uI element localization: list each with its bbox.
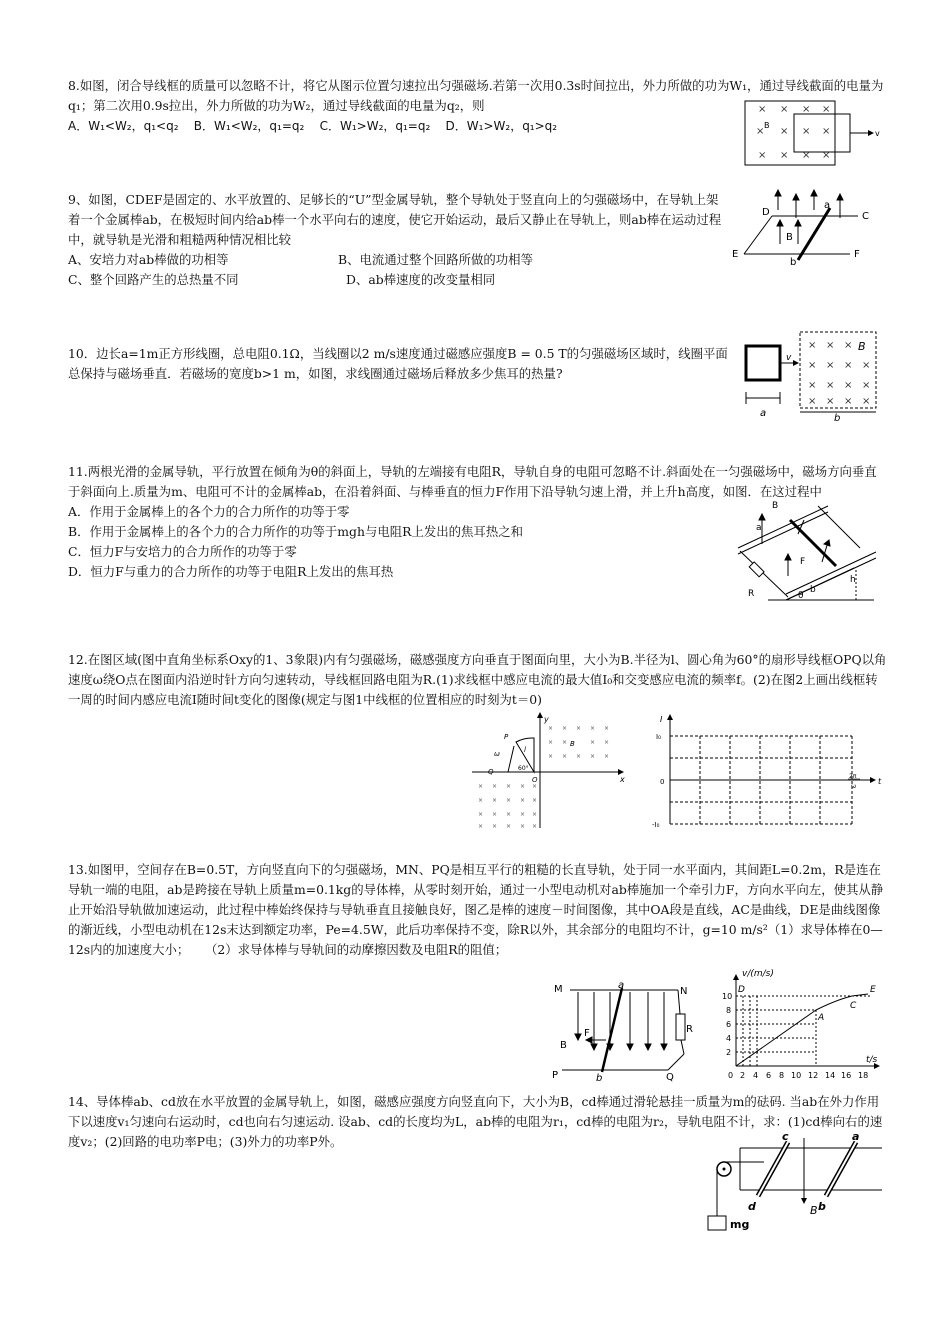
svg-text:×: ×: [604, 739, 610, 746]
q13-C-label: C: [850, 1001, 857, 1011]
q12-omega-label: ω: [494, 750, 500, 758]
q12-l-label: l: [524, 746, 526, 754]
q13-R-label: R: [686, 1024, 693, 1035]
q13-resistor: [676, 1014, 685, 1040]
q11-h-label: h: [850, 575, 856, 585]
svg-text:×: ×: [808, 340, 817, 351]
q9-figure: [730, 188, 880, 268]
svg-text:4: 4: [753, 1071, 759, 1080]
q13-a-label: a: [618, 982, 625, 991]
svg-text:16: 16: [841, 1071, 852, 1080]
svg-text:×: ×: [492, 797, 498, 804]
q12-stem: 12.在图区域(图中直角坐标系Oxy的1、3象限)内有匀强磁场，磁感强度方向垂直于图面向里，大小为B.半径为l、圆心角为60°的扇形导线框OPQ以角速度ω绕O点在图面内沿逆时针方向匀速转动，导线框回路电阻为R.(1)求线框中感应电流的最大值I₀和交变感应电流的频率f。(2)在图2上画出线框转一周的时间内感应电流I随时间t变化的图像(规定与图1中线框的位置相应的时刻为t＝0): [68, 652, 887, 707]
svg-text:×: ×: [562, 739, 568, 746]
q13-A-label: A: [818, 1013, 825, 1023]
svg-text:×: ×: [520, 783, 526, 790]
q12-figure-2: [652, 712, 884, 828]
svg-text:×: ×: [862, 360, 871, 371]
svg-text:×: ×: [478, 823, 484, 830]
q9-label-C: C: [862, 211, 869, 222]
svg-text:×: ×: [808, 380, 817, 391]
svg-text:×: ×: [492, 811, 498, 818]
svg-text:×: ×: [844, 360, 853, 371]
svg-text:8: 8: [726, 1006, 732, 1015]
svg-text:×: ×: [822, 104, 831, 115]
svg-text:14: 14: [825, 1071, 836, 1080]
q11-R-label: R: [748, 589, 755, 599]
svg-text:×: ×: [532, 783, 538, 790]
q13-rod-ab: [602, 988, 622, 1072]
q12-B-label: B: [570, 740, 575, 748]
q12-t-axis-label: t: [878, 777, 882, 786]
q14-c-label: c: [782, 1132, 789, 1143]
q13-figure-2: [712, 966, 884, 1084]
svg-text:×: ×: [826, 396, 835, 407]
q12-y-label: y: [544, 715, 549, 724]
q8-B-label: B: [764, 121, 770, 130]
q13-F-label: F: [584, 1028, 590, 1039]
q13-figure-1: [552, 982, 702, 1082]
svg-text:×: ×: [844, 380, 853, 391]
q14-a-label: a: [852, 1132, 860, 1143]
svg-text:10: 10: [722, 992, 733, 1001]
svg-text:×: ×: [758, 104, 767, 115]
q8-figure: [744, 98, 884, 168]
svg-text:×: ×: [826, 380, 835, 391]
q10-B-label: B: [858, 340, 866, 353]
svg-text:×: ×: [844, 340, 853, 351]
q11-opt-c: C．恒力F与安培力的合力所作的功等于零: [68, 544, 297, 559]
q13-xlabel: t/s: [866, 1055, 878, 1065]
svg-text:×: ×: [756, 126, 765, 137]
q11-theta-label: θ: [798, 591, 804, 601]
q13-E-label: E: [870, 985, 876, 995]
q13-ylabel: v/(m/s): [742, 969, 774, 979]
q9-opt-d: D、ab棒速度的改变量相同: [346, 272, 496, 287]
svg-text:×: ×: [478, 797, 484, 804]
q13-N-label: N: [680, 986, 688, 997]
q9-label-B: B: [786, 232, 793, 243]
q12-period-den: ω: [851, 783, 857, 790]
q14-b-label: b: [818, 1200, 826, 1213]
q13-field-arrows: [575, 992, 667, 1050]
question-10: [68, 344, 734, 384]
q12-period-num: 2π: [849, 773, 857, 780]
q14-figure: [700, 1132, 886, 1232]
svg-text:×: ×: [506, 783, 512, 790]
svg-text:×: ×: [862, 380, 871, 391]
q14-stem: 14、导体棒ab、cd放在水平放置的金属导轨上，如图，磁感应强度方向竖直向下，大小为B，cd棒通过滑轮悬挂一质量为m的砝码. 当ab在外力作用下以速度v₁匀速向右运动时，cd也向右匀速运动. 设ab、cd的长度均为L，ab棒的电阻为r₁，cd棒的电阻为r₂，导轨电阻不计，求：(1)cd棒向右的速度v₂；(2)回路的电功率P电；(3)外力的功率P外。: [68, 1094, 883, 1149]
svg-text:×: ×: [826, 340, 835, 351]
svg-text:×: ×: [576, 725, 582, 732]
svg-text:18: 18: [858, 1071, 869, 1080]
q13-P-label: P: [552, 1070, 559, 1081]
q12-negI0-tick: -I₀: [652, 821, 660, 828]
svg-text:×: ×: [802, 104, 811, 115]
q9-opt-a: A、安培力对ab棒做的功相等: [68, 252, 229, 267]
q12-x-label: x: [620, 775, 625, 784]
q8-stem: 8.如图，闭合导线框的质量可以忽略不计，将它从图示位置匀速拉出匀强磁场.若第一次用0.3s时间拉出，外力所做的功为W₁，通过导线截面的电量为q₁；第二次用0.9s拉出，外力所做的功为W₂，通过导线截面的电量为q₂，则: [68, 78, 884, 113]
q12-I-axis-label: I: [660, 715, 663, 724]
svg-text:8: 8: [779, 1071, 785, 1080]
q8-options: A．W₁<W₂，q₁<q₂ B．W₁<W₂，q₁=q₂ C．W₁>W₂，q₁=q₂ D．W₁>W₂，q₁>q₂: [68, 119, 558, 133]
q11-stem: 11.两根光滑的金属导轨，平行放置在倾角为θ的斜面上，导轨的左端接有电阻R，导轨自身的电阻可忽略不计.斜面处在一匀强磁场中，磁场方向垂直于斜面向上.质量为m、电阻可不计的金属棒ab，在沿着斜面、与棒垂直的恒力F作用下沿导轨匀速上滑，并上升h高度，如图．在这过程中: [68, 464, 877, 499]
question-9: [68, 190, 728, 290]
svg-text:×: ×: [520, 823, 526, 830]
svg-text:×: ×: [548, 739, 554, 746]
q12-Q-label: Q: [488, 768, 494, 776]
svg-text:2: 2: [740, 1071, 746, 1080]
svg-text:×: ×: [532, 797, 538, 804]
q13-D-label: D: [738, 985, 745, 995]
q13-yticks: [722, 992, 732, 1057]
svg-text:×: ×: [562, 725, 568, 732]
q13-xticks: [740, 1071, 868, 1080]
svg-text:10: 10: [791, 1071, 802, 1080]
svg-text:×: ×: [758, 150, 767, 161]
q12-I0-tick: I₀: [656, 733, 661, 741]
svg-text:×: ×: [478, 811, 484, 818]
q11-a-label: a: [756, 523, 762, 533]
svg-text:×: ×: [862, 396, 871, 407]
svg-text:×: ×: [590, 753, 596, 760]
q12-O-label: O: [532, 776, 538, 784]
q10-figure: [740, 330, 885, 422]
q9-label-F: F: [854, 249, 860, 260]
q10-v-label: v: [786, 353, 792, 363]
q13-origin: 0: [728, 1071, 734, 1080]
svg-text:×: ×: [802, 150, 811, 161]
q12-figure-1: [470, 712, 630, 830]
q10-coil: [746, 346, 780, 380]
q10-b-label: b: [834, 413, 841, 422]
svg-text:×: ×: [548, 753, 554, 760]
svg-text:×: ×: [478, 783, 484, 790]
q10-a-label: a: [760, 408, 767, 419]
svg-text:×: ×: [808, 360, 817, 371]
svg-text:×: ×: [562, 753, 568, 760]
svg-text:×: ×: [492, 823, 498, 830]
q12-crosses: [478, 725, 609, 830]
q9-label-E: E: [732, 249, 739, 260]
svg-text:×: ×: [506, 823, 512, 830]
svg-text:×: ×: [822, 126, 831, 137]
q11-opt-d: D．恒力F与重力的合力所作的功等于电阻R上发出的焦耳热: [68, 564, 394, 579]
svg-text:×: ×: [604, 753, 610, 760]
question-12: [68, 650, 888, 710]
q9-label-D: D: [762, 207, 770, 218]
svg-text:6: 6: [766, 1071, 772, 1080]
svg-text:×: ×: [506, 797, 512, 804]
question-13: [68, 860, 890, 960]
q11-F-label: F: [800, 557, 806, 567]
svg-text:6: 6: [726, 1020, 732, 1029]
svg-text:×: ×: [826, 360, 835, 371]
q14-mg-label: mg: [730, 1218, 750, 1231]
q11-opt-b: B．作用于金属棒上的各个力的合力所作的功等于mgh与电阻R上发出的焦耳热之和: [68, 524, 523, 539]
q9-opt-b: B、电流通过整个回路所做的功相等: [338, 252, 533, 267]
q8-v-label: v: [875, 129, 880, 138]
q13-vt-curve: [736, 994, 868, 1066]
svg-text:×: ×: [532, 823, 538, 830]
q13-M-label: M: [554, 984, 563, 995]
svg-text:×: ×: [822, 150, 831, 161]
q14-B-label: B: [810, 1204, 818, 1217]
svg-text:×: ×: [532, 811, 538, 818]
q9-stem: 9、如图，CDEF是固定的、水平放置的、足够长的“U”型金属导轨，整个导轨处于竖直向上的匀强磁场中，在导轨上架着一个金属棒ab，在极短时间内给ab棒一个水平向右的速度，使它开始运动，最后又静止在导轨上，则ab棒在运动过程中，就导轨是光滑和粗糙两种情况相比较: [68, 192, 722, 247]
svg-text:×: ×: [808, 396, 817, 407]
svg-text:×: ×: [520, 811, 526, 818]
q13-stem: 13.如图甲，空间存在B=0.5T，方向竖直向下的匀强磁场，MN、PQ是相互平行的粗糙的长直导轨，处于同一水平面内，其间距L=0.2m，R是连在导轨一端的电阻，ab是跨接在导轨上质量m=0.1kg的导体棒，从零时刻开始，通过一小型电动机对ab棒施加一个牵引力F，方向水平向左，使其从静止开始沿导轨做加速运动，此过程中棒始终保持与导轨垂直且接触良好，图乙是棒的速度－时间图像，其中OA段是直线，AC是曲线，DE是曲线图像的渐近线，小型电动机在12s末达到额定功率，Pe=4.5W，此后功率保持不变，除R以外，其余部分的电阻均不计，g=10 m/s²（1）求导体棒在0—12s内的加速度大小； （2）求导体棒与导轨间的动摩擦因数及电阻R的阻值；: [68, 862, 884, 957]
q12-P-label: P: [504, 733, 509, 741]
svg-text:×: ×: [780, 104, 789, 115]
q11-opt-a: A．作用于金属棒上的各个力的合力所作的功等于零: [68, 504, 350, 519]
q13-Q-label: Q: [666, 1072, 674, 1082]
q12-angle-label: 60°: [518, 765, 529, 772]
q9-label-b: b: [790, 257, 797, 268]
q14-d-label: d: [748, 1200, 756, 1213]
q9-opt-c: C、整个回路产生的总热量不同: [68, 272, 239, 287]
q12-origin: 0: [660, 778, 665, 786]
svg-text:×: ×: [780, 150, 789, 161]
svg-text:×: ×: [844, 396, 853, 407]
q13-B-label: B: [560, 1040, 567, 1051]
svg-text:12: 12: [808, 1071, 819, 1080]
svg-text:×: ×: [780, 126, 789, 137]
svg-text:×: ×: [506, 811, 512, 818]
svg-text:×: ×: [576, 753, 582, 760]
q9-label-a: a: [824, 200, 831, 211]
q11-figure: [728, 496, 878, 606]
svg-text:4: 4: [726, 1034, 732, 1043]
svg-text:2: 2: [726, 1048, 732, 1057]
svg-text:×: ×: [590, 739, 596, 746]
q10-stem: 10．边长a=1m正方形线圈，总电阻0.1Ω，当线圈以2 m/s速度通过磁感应强度B = 0.5 T的匀强磁场区域时，线圈平面总保持与磁场垂直．若磁场的宽度b>1 m，如图，求线圈通过磁场后释放多少焦耳的热量?: [68, 346, 728, 381]
svg-text:×: ×: [590, 725, 596, 732]
q11-B-label: B: [772, 501, 779, 511]
q13-b-label: b: [596, 1073, 603, 1082]
q14-weight: [708, 1216, 726, 1230]
svg-text:×: ×: [520, 797, 526, 804]
svg-text:×: ×: [492, 783, 498, 790]
svg-text:×: ×: [802, 126, 811, 137]
svg-text:×: ×: [548, 725, 554, 732]
svg-text:×: ×: [604, 725, 610, 732]
q11-b-label: b: [810, 585, 816, 595]
